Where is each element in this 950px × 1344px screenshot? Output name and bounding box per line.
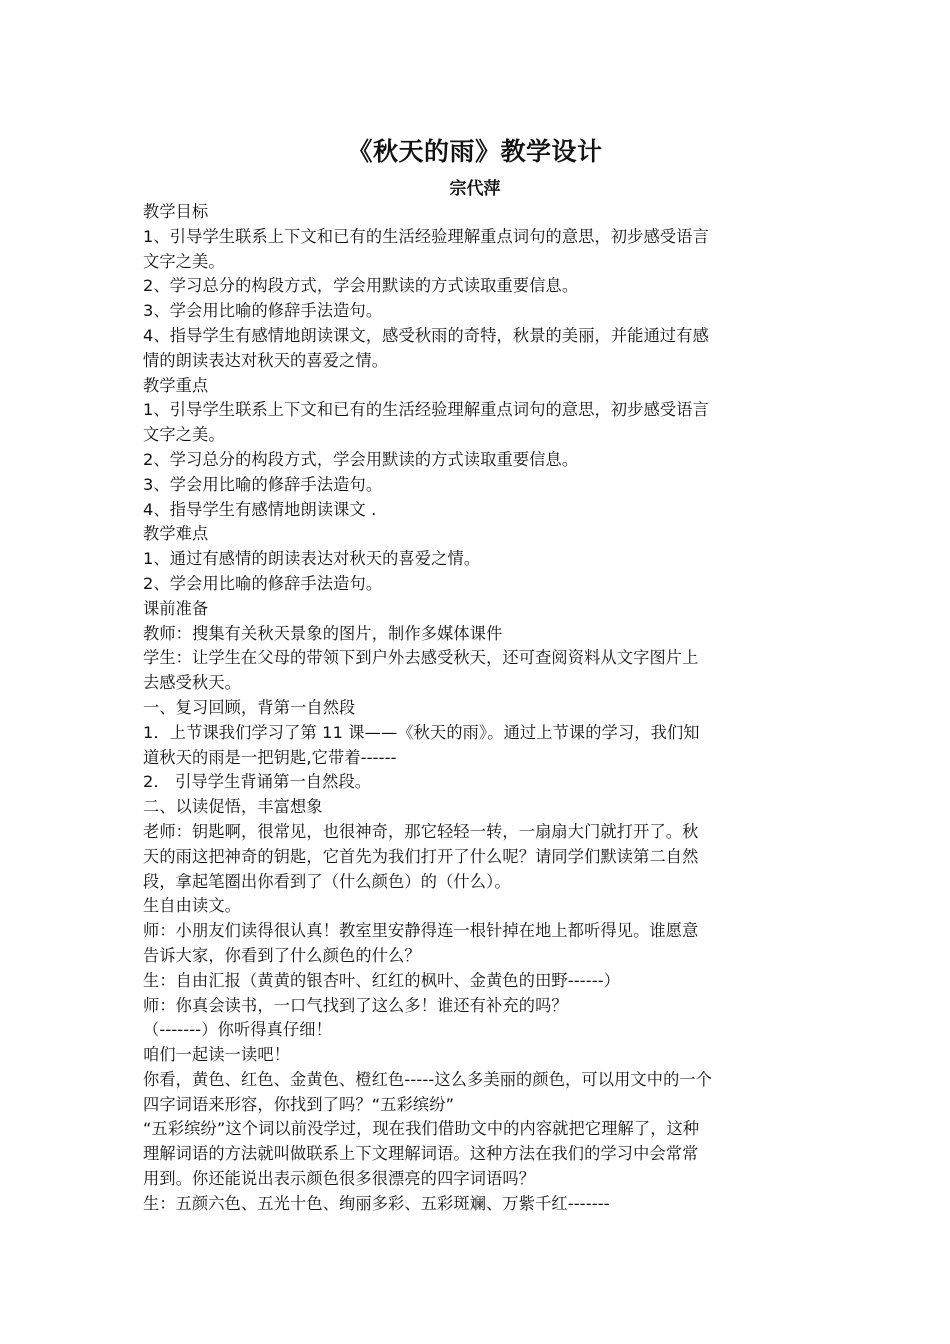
text-line: 四字词语来形容，你找到了吗？“五彩缤纷” <box>143 1094 455 1114</box>
text-line: 用到。你还能说出表示颜色很多很漂亮的四字词语吗？ <box>143 1169 536 1189</box>
text-line: 老师：钥匙啊，很常见，也很神奇，那它轻轻一转，一扇扇大门就打开了。秋 <box>143 821 699 841</box>
text-line: 生：五颜六色、五光十色、绚丽多彩、五彩斑斓、万紫千红------- <box>143 1193 610 1213</box>
text-line: 咱们一起读一读吧！ <box>143 1045 291 1065</box>
document-author: 宗代萍 <box>449 179 501 199</box>
text-line: 教学难点 <box>143 524 209 544</box>
text-line: “五彩缤纷”这个词以前没学过，现在我们借助文中的内容就把它理解了，这种 <box>143 1119 700 1139</box>
text-line: 师：你真会读书，一口气找到了这么多！谁还有补充的吗？ <box>143 995 568 1015</box>
text-line: 道秋天的雨是一把钥匙,它带着------ <box>143 747 397 767</box>
text-line: 你看，黄色、红色、金黄色、橙红色-----这么多美丽的颜色，可以用文中的一个 <box>143 1069 713 1089</box>
text-line: 1、引导学生联系上下文和已有的生活经验理解重点词句的意思，初步感受语言 <box>143 400 709 420</box>
text-line: （-------）你听得真仔细！ <box>143 1020 332 1040</box>
text-line: 文字之美。 <box>143 425 225 445</box>
text-line: 天的雨这把神奇的钥匙，它首先为我们打开了什么呢？请同学们默读第二自然 <box>143 846 699 866</box>
text-line: 告诉大家，你看到了什么颜色的什么？ <box>143 945 421 965</box>
text-line: 课前准备 <box>143 598 209 618</box>
text-line: 二、以读促悟，丰富想象 <box>143 797 323 817</box>
text-line: 4、指导学生有感情地朗读课文，感受秋雨的奇特，秋景的美丽，并能通过有感 <box>143 325 709 345</box>
text-line: 一、复习回顾，背第一自然段 <box>143 697 356 717</box>
text-line: 2． 引导学生背诵第一自然段。 <box>143 772 372 792</box>
text-line: 2、学习总分的构段方式，学会用默读的方式读取重要信息。 <box>143 449 579 469</box>
text-line: 2、学会用比喻的修辞手法造句。 <box>143 573 383 593</box>
text-line: 师：小朋友们读得很认真！教室里安静得连一根针掉在地上都听得见。谁愿意 <box>143 921 699 941</box>
text-line: 1．上节课我们学习了第 11 课——《秋天的雨》。通过上节课的学习，我们知 <box>143 722 700 742</box>
text-line: 教师：搜集有关秋天景象的图片，制作多媒体课件 <box>143 623 503 643</box>
text-line: 教学目标 <box>143 202 209 221</box>
document-body <box>143 200 808 1217</box>
text-line: 文字之美。 <box>143 251 225 271</box>
text-line: 学生：让学生在父母的带领下到户外去感受秋天，还可查阅资料从文字图片上 <box>143 648 699 668</box>
text-line: 去感受秋天。 <box>143 673 242 693</box>
text-line: 生：自由汇报（黄黄的银杏叶、红红的枫叶、金黄色的田野------） <box>143 970 621 990</box>
text-line: 4、指导学生有感情地朗读课文 . <box>143 499 377 519</box>
text-line: 1、引导学生联系上下文和已有的生活经验理解重点词句的意思，初步感受语言 <box>143 226 709 246</box>
text-line: 3、学会用比喻的修辞手法造句。 <box>143 301 383 321</box>
text-line: 教学重点 <box>143 375 209 395</box>
text-line: 2、学习总分的构段方式，学会用默读的方式读取重要信息。 <box>143 276 579 296</box>
text-line: 理解词语的方法就叫做联系上下文理解词语。这种方法在我们的学习中会常常 <box>143 1144 699 1164</box>
document-title: 《秋天的雨》教学设计 <box>347 137 603 166</box>
text-line: 3、学会用比喻的修辞手法造句。 <box>143 474 383 494</box>
text-line: 生自由读文。 <box>143 896 242 916</box>
text-line: 1、通过有感情的朗读表达对秋天的喜爱之情。 <box>143 549 481 569</box>
text-line: 段，拿起笔圈出你看到了（什么颜色）的（什么）。 <box>143 871 511 891</box>
text-line: 情的朗读表达对秋天的喜爱之情。 <box>143 350 389 370</box>
